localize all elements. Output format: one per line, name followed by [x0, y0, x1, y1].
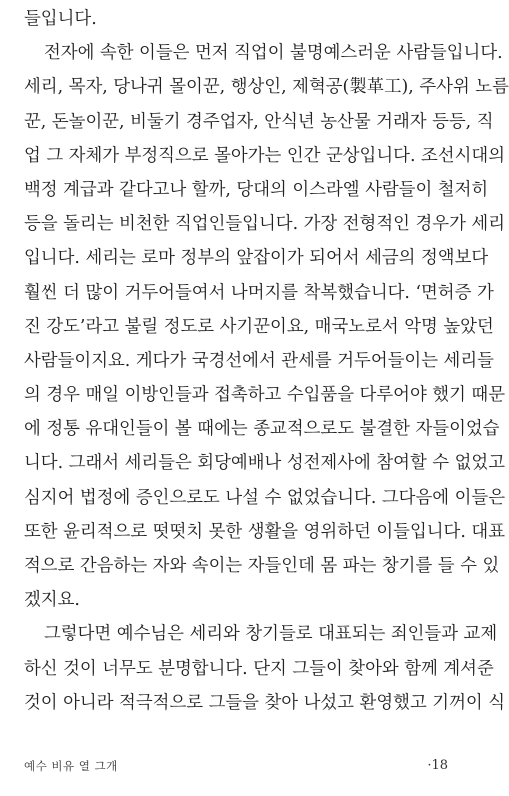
text-line: 들입니다.: [24, 9, 97, 29]
text-line: 훨씬 더 많이 거두어들여서 나머지를 착복했습니다. ‘면허증 가: [24, 282, 494, 303]
text-line: 의 경우 매일 이방인들과 접촉하고 수입품을 다루어야 했기 때문: [24, 385, 506, 406]
text-line: 꾼, 돈놀이꾼, 비둘기 경주업자, 안식년 농산물 거래자 등등, 직: [24, 111, 494, 132]
page-footer: [24, 758, 448, 778]
text-line: 세리, 목자, 당나귀 몰이꾼, 행상인, 제혁공(製革工), 주사위 노름: [24, 77, 509, 98]
text-line: 하신 것이 너무도 분명합니다. 단지 그들이 찾아와 함께 계셔준: [24, 658, 494, 679]
text-line: 겠지요.: [24, 590, 80, 611]
running-title: 예수 비유 열 그개: [24, 759, 118, 773]
body-text: [24, 2, 509, 720]
text-line: 사람들이지요. 게다가 국경선에서 관세를 거두어들이는 세리들: [24, 350, 494, 371]
text-line: 것이 아니라 적극적으로 그들을 찾아 나섰고 환영했고 기꺼이 식: [24, 692, 506, 713]
text-line: 진 강도’라고 불릴 정도로 사기꾼이요, 매국노로서 악명 높았던: [24, 316, 494, 337]
text-line: 등을 돌리는 비천한 직업인들입니다. 가장 전형적인 경우가 세리: [24, 214, 506, 235]
page-number: ·18: [427, 758, 448, 773]
text-line: 백정 계급과 같다고나 할까, 당대의 이스라엘 사람들이 철저히: [24, 179, 489, 200]
text-line: 적으로 간음하는 자와 속이는 자들인데 몸 파는 창기를 들 수 있: [24, 556, 500, 576]
text-line: 그렇다면 예수님은 세리와 창기들로 대표되는 죄인들과 교제: [44, 624, 498, 645]
text-line: 전자에 속한 이들은 먼저 직업이 불명예스러운 사람들입니다.: [44, 43, 503, 64]
text-line: 업 그 자체가 부정직으로 몰아가는 인간 군상입니다. 조선시대의: [24, 145, 506, 166]
text-line: 심지어 법정에 증인으로도 나설 수 없었습니다. 그다음에 이들은: [24, 487, 506, 508]
text-line: 또한 윤리적으로 떳떳치 못한 생활을 영위하던 이들입니다. 대표: [24, 521, 506, 542]
text-line: 니다. 그래서 세리들은 회당예배나 성전제사에 참여할 수 없었고: [24, 453, 506, 474]
text-line: 에 정통 유대인들이 볼 때에는 종교적으로도 불결한 자들이었습: [24, 419, 500, 440]
text-line: 입니다. 세리는 로마 정부의 앞잡이가 되어서 세금의 정액보다: [24, 248, 489, 269]
